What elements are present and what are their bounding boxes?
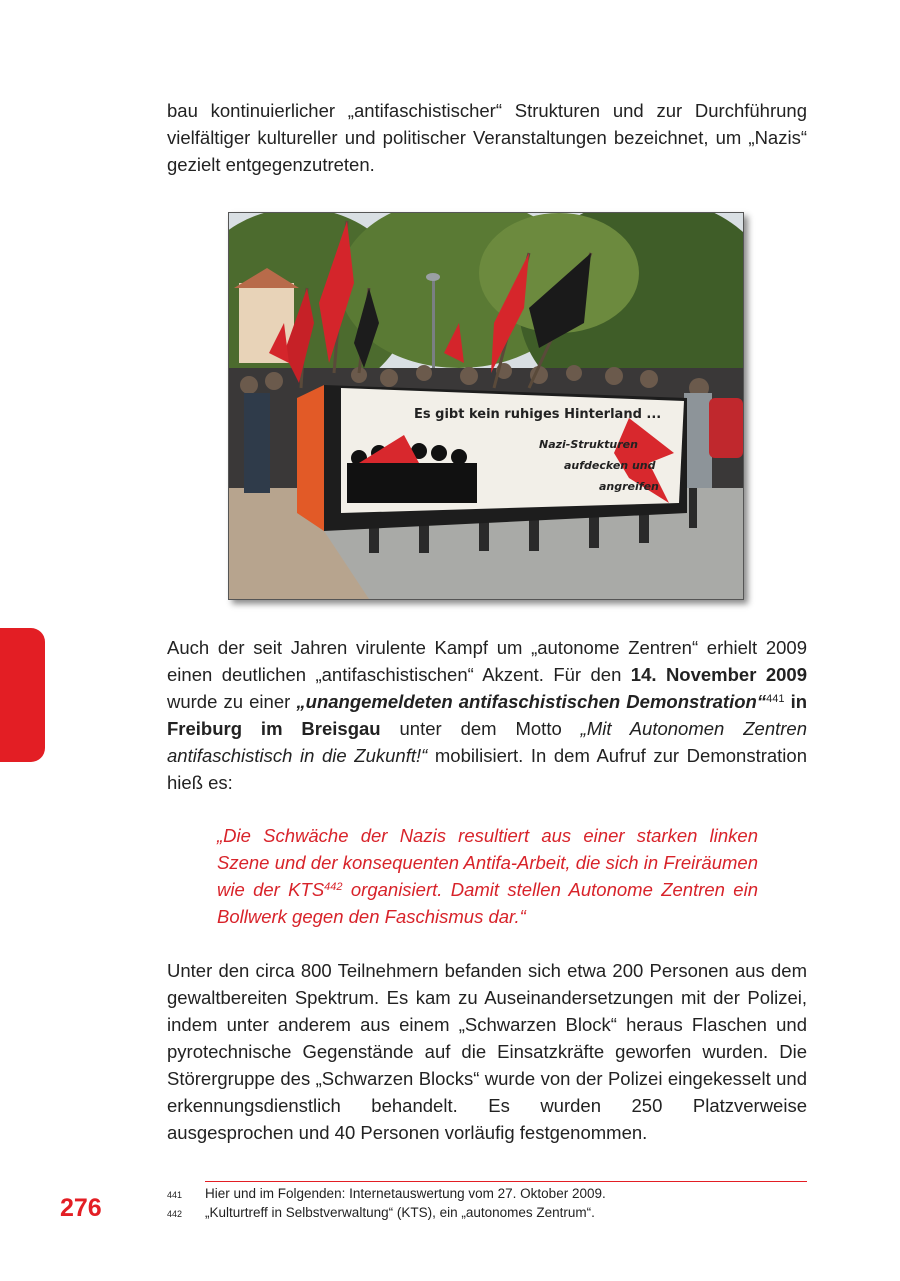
protest-banner [297,385,687,531]
footnote-number: 442 [167,1209,183,1219]
motto: „Mit Autonomen Zentren antifaschistisch in die Zukunft!“ [167,718,808,766]
photo-illustration [229,213,743,599]
footnote-text: „Kulturtreff in Selbstverwaltung“ (KTS), ein „autonomes Zentrum“. [205,1205,595,1220]
paragraph-outcome: Unter den circa 800 Teilnehmern befanden sich etwa 200 Personen aus dem gewaltbereiten Spektrum. Es kam zu Auseinandersetzungen mit der Polizei, indem unter anderem aus einem „Schwarzen Block“ heraus Flaschen und pyrotechnische Gegenstände auf die Einsatzkräfte geworfen wurden. Die Störergruppe des „Schwarzen Blocks“ wurde von der Polizei eingekesselt und erkennungsdienstlich behandelt. Es wurden 250 Platzverweise ausgesprochen und 40 Personen vorläufig festgenommen. [167,960,807,1143]
footnote-ref-441[interactable]: 441 [766,693,785,705]
banner-line-3: aufdecken und [564,459,656,472]
footnote-number: 441 [167,1190,183,1200]
location-highlight: in Freiburg im Breisgau [167,691,808,739]
banner-line-1: Es gibt kein ruhiges Hinterland ... [414,407,662,422]
footnote-ref-442[interactable]: 442 [324,881,343,893]
banner-line-4: angreifen [599,480,659,493]
paragraph-intro: bau kontinuierlicher „antifaschistischer“ Strukturen und zur Durchführung vielfältiger kultureller und politischer Veranstaltungen bezeichnet, um „Nazis“ gezielt entgegenzutreten. [167,100,807,175]
banner-line-2: Nazi-Strukturen [539,438,638,451]
quotation-block: „Die Schwäche der Nazis resultiert aus einer starken linken Szene und der konsequenten Antifa-Arbeit, die sich in Freiräumen wie der KTS$^{442}$ organisiert. Damit stellen Autonome Zentren ein Bollwerk gegen den Faschismus dar.“ [217,825,758,927]
paragraph-demonstration: Auch der seit Jahren virulente Kampf um „autonome Zentren“ erhielt 2009 einen deutlichen „antifaschistischen“ Akzent. Für den 14. November 2009 wurde zu einer „unangemeldeten antifaschistischen Demonstration“$^{441}$ in Freiburg im Breisgau unter dem Motto „Mit Autonomen Zentren antifaschistisch in die Zukunft!“ mobilisiert. In dem Aufruf zur Demonstration hieß es: [167,637,808,793]
page-number: 276 [60,1194,102,1222]
date-highlight: 14. November 2009 [630,664,807,685]
demonstration-photo [228,212,744,600]
demonstration-title: „unangemeldeten antifaschistischen Demonstration“ [296,691,767,712]
footnote-divider [205,1181,807,1182]
footnote-text: Hier und im Folgenden: Internetauswertung vom 27. Oktober 2009. [205,1186,606,1201]
chapter-tab-marker [0,628,45,762]
